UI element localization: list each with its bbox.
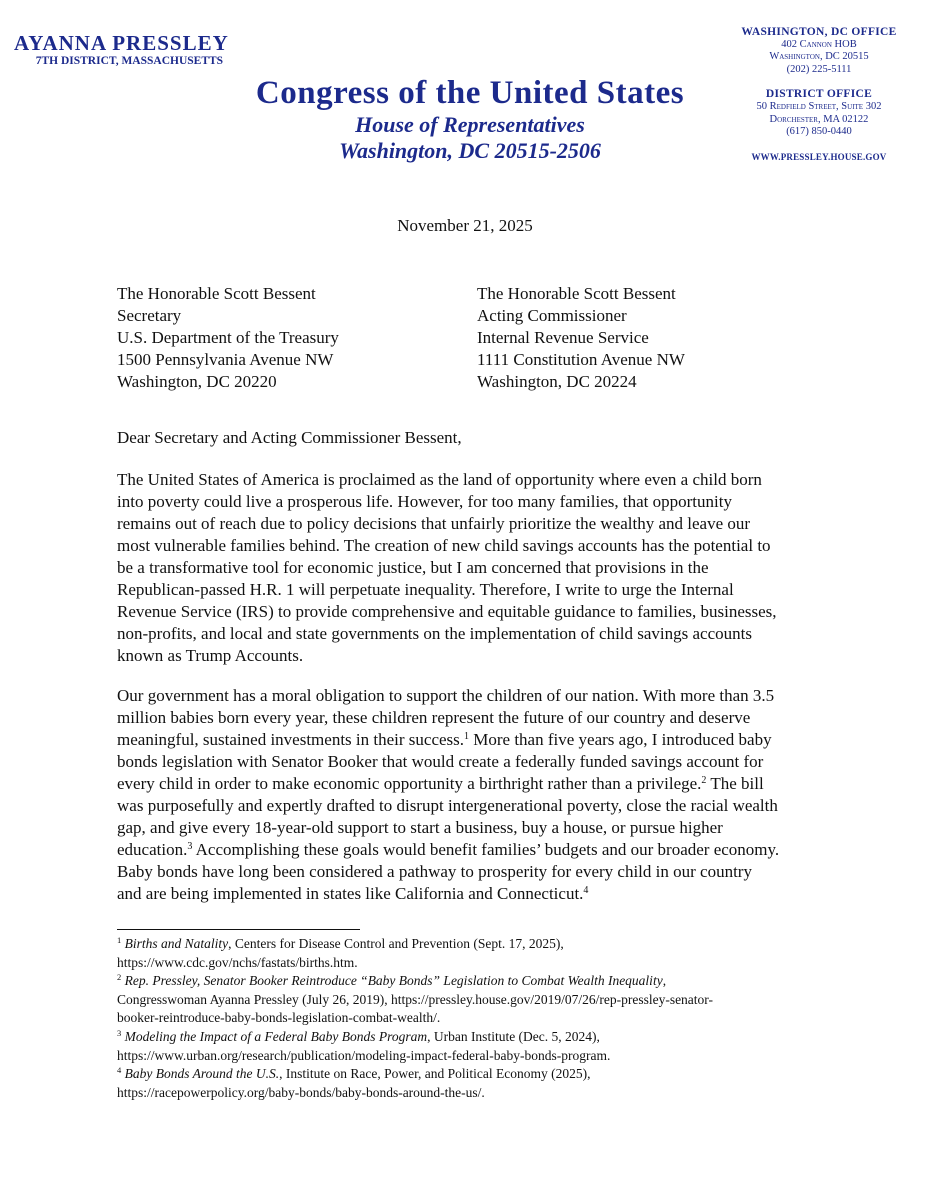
paragraph-line: non-profits, and local and state governments on the implementation of child savings accounts: [117, 624, 752, 643]
recipient-title: Secretary: [117, 306, 182, 325]
paragraph-line: and are being implemented in states like California and Connecticut.$^4$: [117, 884, 589, 903]
recipient-street: 1111 Constitution Avenue NW: [477, 350, 685, 369]
recipient-street: 1500 Pennsylvania Avenue NW: [117, 350, 334, 369]
dc-office-line1: 402 Cannon HOB: [781, 38, 857, 50]
footnote-ref-2[interactable]: 2: [701, 775, 707, 786]
body-paragraph-1: [117, 469, 829, 667]
footnote-url[interactable]: https://www.cdc.gov/nchs/fastats/births.htm.: [117, 954, 358, 970]
body-paragraph-2: [117, 685, 829, 905]
paragraph-line: The United States of America is proclaimed as the land of opportunity where even a child born: [117, 470, 762, 489]
paragraph-line: Our government has a moral obligation to support the children of our nation. With more than 3.5: [117, 686, 775, 705]
paragraph-line: Republican-passed H.R. 1 will perpetuate inequality. Therefore, I write to urge the Internal: [117, 580, 734, 599]
paragraph-line: bonds legislation with Senator Booker that would create a federally funded savings account for: [117, 752, 764, 771]
footnote-url[interactable]: https://www.urban.org/research/publication/modeling-impact-federal-baby-bonds-program.: [117, 1047, 611, 1063]
member-block: [14, 32, 229, 68]
paragraph-line: every child in order to make economic opportunity a birthright rather than a privilege.$^2$ The bill: [117, 774, 764, 793]
footnotes: [117, 935, 713, 1102]
paragraph-line: gap, and give every 18-year-old support to start a business, buy a house, or pursue higher: [117, 818, 723, 837]
paragraph-line: remains out of reach due to policy decisions that unfairly prioritize the wealthy and leave our: [117, 514, 751, 533]
footnote-url[interactable]: https://racepowerpolicy.org/baby-bonds/baby-bonds-around-the-us/.: [117, 1084, 485, 1100]
recipient-org: U.S. Department of the Treasury: [117, 328, 339, 347]
recipient-title: Acting Commissioner: [477, 306, 627, 325]
member-name: AYANNA PRESSLEY: [14, 31, 229, 55]
recipient-city: Washington, DC 20220: [117, 372, 277, 391]
congress-title: Congress of the United States: [255, 75, 685, 111]
recipient-address-treasury: [117, 283, 339, 393]
footnote-ref-1[interactable]: 1: [464, 731, 470, 742]
city-title: Washington, DC 20515-2506: [339, 138, 601, 163]
footnote-ref-3[interactable]: 3: [187, 841, 193, 852]
paragraph-line: Baby bonds have long been considered a pathway to prosperity for every child in our country: [117, 862, 752, 881]
dc-office-phone: (202) 225-5111: [786, 63, 852, 75]
dc-office-heading: WASHINGTON, DC OFFICE: [741, 26, 897, 38]
paragraph-line: meaningful, sustained investments in their success.$^1$ More than five years ago, I introduced baby: [117, 730, 772, 749]
member-district: 7TH DISTRICT, MASSACHUSETTS: [35, 55, 224, 67]
paragraph-line: be a transformative tool for economic justice, but I am concerned that provisions in the: [117, 558, 709, 577]
paragraph-line: Revenue Service (IRS) to provide comprehensive and equitable guidance to families, businesses,: [117, 602, 777, 621]
paragraph-line: most vulnerable families behind. The creation of new child savings accounts has the potential to: [117, 536, 771, 555]
paragraph-line: into poverty could live a prosperous life. However, for too many families, that opportunity: [117, 492, 732, 511]
district-office-line1: 50 Redfield Street, Suite 302: [756, 100, 882, 112]
website-link[interactable]: WWW.PRESSLEY.HOUSE.GOV: [751, 151, 887, 162]
district-office-phone: (617) 850-0440: [786, 126, 852, 138]
footnote-1: $^1$ Births and Natality, Centers for Disease Control and Prevention (Sept. 17, 2025),: [117, 935, 564, 951]
footnote-url[interactable]: booker-reintroduce-baby-bonds-legislation-combat-wealth/.: [117, 1010, 441, 1026]
footnote-divider: [117, 929, 360, 930]
district-office-line2: Dorchester, MA 02122: [769, 113, 869, 125]
letterhead-seal-text: [240, 74, 700, 164]
footnote-3: $^3$ Modeling the Impact of a Federal Baby Bonds Program, Urban Institute (Dec. 5, 2024),: [117, 1027, 600, 1044]
recipient-name: The Honorable Scott Bessent: [117, 284, 316, 303]
footnote-4: $^4$ Baby Bonds Around the U.S., Institute on Race, Power, and Political Economy (2025),: [117, 1065, 591, 1082]
house-title: House of Representatives: [355, 112, 585, 137]
district-office-heading: DISTRICT OFFICE: [765, 88, 873, 101]
recipient-city: Washington, DC 20224: [477, 372, 637, 391]
footnote-2: $^2$ Rep. Pressley, Senator Booker Reintroduce “Baby Bonds” Legislation to Combat Wealth Inequality,: [117, 972, 667, 989]
footnote-ref-4[interactable]: 4: [583, 885, 589, 896]
dc-office-line2: Washington, DC 20515: [769, 51, 869, 63]
paragraph-line: million babies born every year, these children represent the future of our country and deserve: [117, 708, 751, 727]
recipient-name: The Honorable Scott Bessent: [477, 284, 676, 303]
salutation: Dear Secretary and Acting Commissioner Bessent,: [117, 428, 462, 447]
recipient-org: Internal Revenue Service: [477, 328, 649, 347]
letter-date: November 21, 2025: [397, 216, 533, 235]
paragraph-line: education.$^3$ Accomplishing these goals would benefit families’ budgets and our broader economy.: [117, 840, 780, 859]
paragraph-line: was purposefully and expertly drafted to disrupt intergenerational poverty, close the racial wealth: [117, 796, 778, 815]
footnote-url[interactable]: Congresswoman Ayanna Pressley (July 26, 2019), https://pressley.house.gov/2019/07/26/rep-pressley-senator-: [117, 991, 714, 1007]
paragraph-line: known as Trump Accounts.: [117, 646, 304, 665]
recipient-address-irs: [477, 283, 685, 393]
office-addresses: [724, 26, 914, 163]
